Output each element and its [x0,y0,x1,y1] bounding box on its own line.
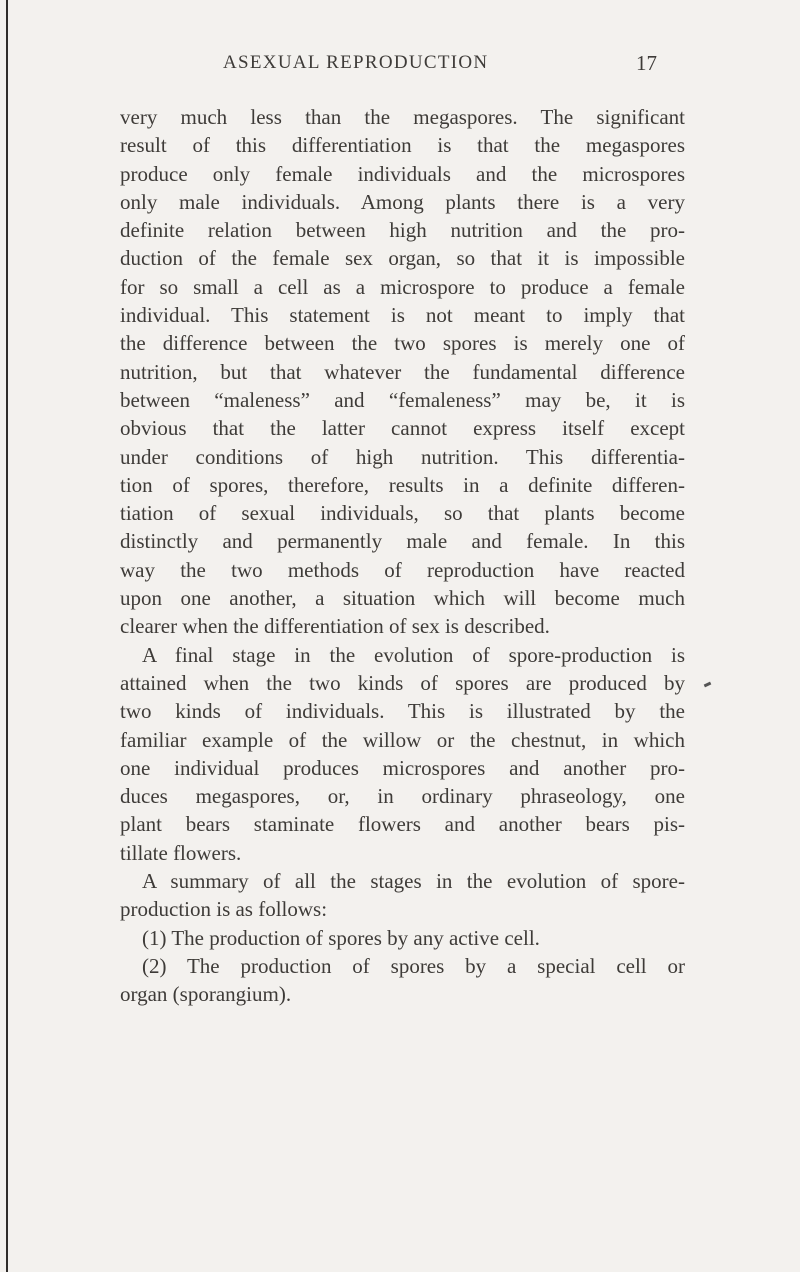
text-line: very much less than the megaspores. The significant [120,105,685,129]
text-line: two kinds of individuals. This is illustrated by the [120,699,685,724]
text-line: produce only female individuals and the microspores [120,161,685,186]
text-line: result of this differentiation is that the megaspores [120,133,685,158]
running-head: ASEXUAL REPRODUCTION [223,52,489,73]
page-number: 17 [636,51,657,75]
text-line: way the two methods of reproduction have reacted [120,557,685,582]
text-line: one individual produces microspores and another pro- [120,755,685,780]
text-line: duces megaspores, or, in ordinary phraseology, one [120,784,685,809]
text-line: organ (sporangium). [120,982,292,1007]
text-line: the difference between the two spores is merely one of [120,331,685,356]
text-line: (2) The production of spores by a special cell or [142,953,685,978]
text-line: familiar example of the willow or the chestnut, in which [120,727,685,752]
text-line: (1) The production of spores by any active cell. [142,925,540,950]
text-line: tillate flowers. [120,840,242,865]
text-line: under conditions of high nutrition. This differentia- [120,444,685,469]
text-line: distinctly and permanently male and female. In this [120,529,685,554]
page-edge-rule [6,0,8,1272]
margin-mark [704,682,712,688]
text-line: clearer when the differentiation of sex is described. [120,614,550,639]
text-line: individual. This statement is not meant to imply that [120,303,685,328]
text-line: nutrition, but that whatever the fundamental difference [120,359,685,384]
text-line: between “maleness” and “femaleness” may be, it is [120,387,685,412]
text-line: duction of the female sex organ, so that it is impossible [120,246,685,271]
text-line: plant bears staminate flowers and another bears pis- [120,812,685,837]
text-line: A summary of all the stages in the evolution of spore- [142,869,685,894]
text-line: upon one another, a situation which will become much [120,586,685,611]
text-line: for so small a cell as a microspore to produce a female [120,274,685,299]
body-text [120,103,685,1009]
text-line: obvious that the latter cannot express itself except [120,416,685,441]
text-line: attained when the two kinds of spores are produced by [120,670,685,695]
text-line: production is as follows: [120,897,328,922]
text-line: A final stage in the evolution of spore-production is [142,642,685,667]
text-line: tiation of sexual individuals, so that plants become [120,501,685,526]
text-line: only male individuals. Among plants there is a very [120,189,685,214]
page-header [0,50,800,80]
text-line: tion of spores, therefore, results in a definite differen- [120,472,685,497]
text-line: definite relation between high nutrition and the pro- [120,218,685,243]
